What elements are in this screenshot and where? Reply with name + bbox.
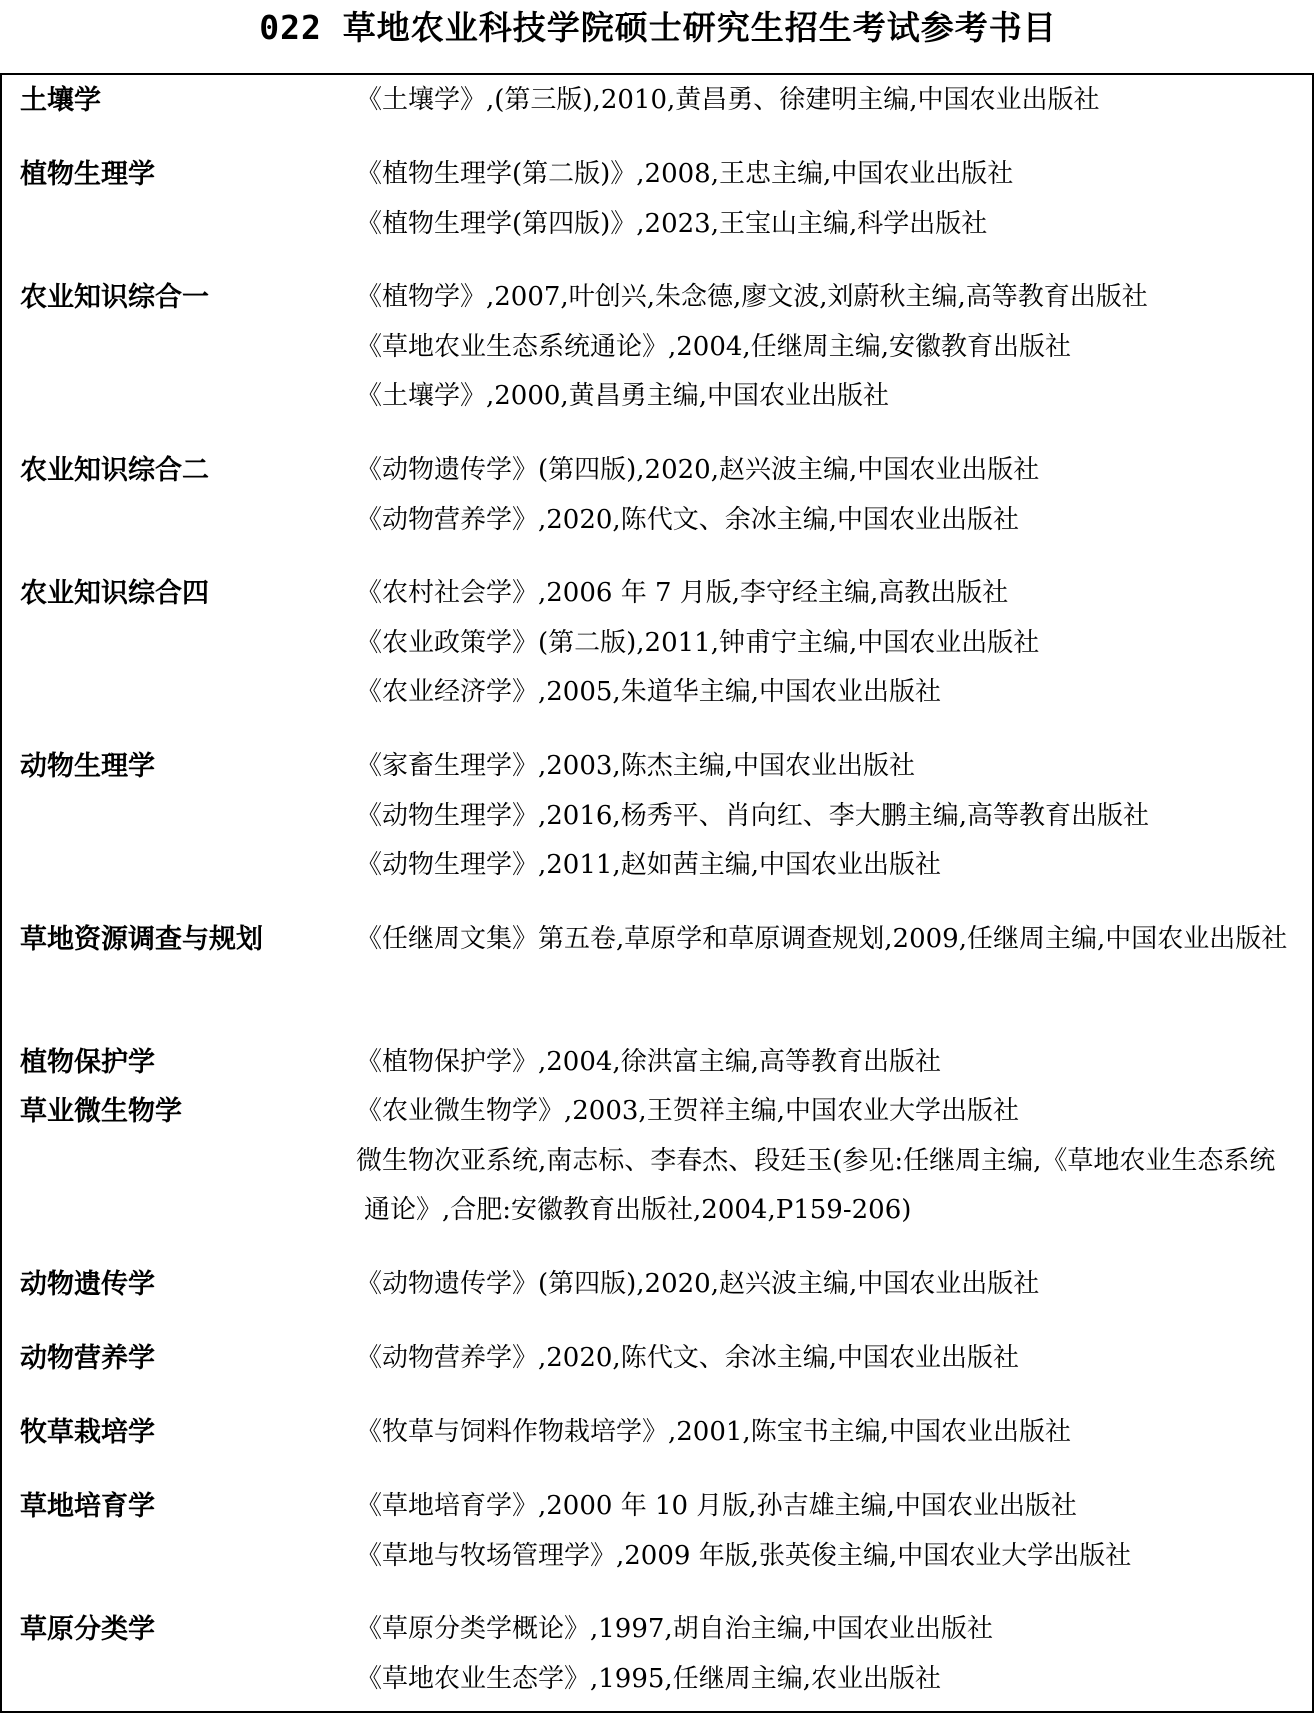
reference-list bbox=[356, 569, 1296, 718]
reference-list bbox=[356, 1605, 1296, 1704]
reference-entry: 《动物生理学》,2011,赵如茜主编,中国农业出版社 bbox=[356, 850, 941, 880]
reference-entry: 《草地与牧场管理学》,2009 年版,张英俊主编,中国农业大学出版社 bbox=[356, 1540, 1132, 1571]
reference-entry: 《农业经济学》,2005,朱道华主编,中国农业出版社 bbox=[356, 677, 941, 707]
reference-entry: 《土壤学》,2000,黄昌勇主编,中国农业出版社 bbox=[356, 381, 889, 411]
subject-name: 牧草栽培学 bbox=[20, 1417, 155, 1448]
reference-entry: 《植物生理学(第四版)》,2023,王宝山主编,科学出版社 bbox=[356, 208, 988, 239]
reference-list bbox=[356, 1038, 1296, 1088]
reference-list bbox=[356, 76, 1296, 126]
subject-name: 植物生理学 bbox=[20, 159, 155, 190]
reference-entry: 《家畜生理学》,2003,陈杰主编,中国农业出版社 bbox=[356, 751, 915, 781]
reference-entry: 《草地农业生态学》,1995,任继周主编,农业出版社 bbox=[356, 1663, 941, 1694]
reference-entry: 《牧草与饲料作物栽培学》,2001,陈宝书主编,中国农业出版社 bbox=[356, 1417, 1071, 1447]
reference-entry: 《动物营养学》,2020,陈代文、余冰主编,中国农业出版社 bbox=[356, 504, 1019, 535]
subject-name: 植物保护学 bbox=[20, 1047, 155, 1078]
subject-name: 土壤学 bbox=[20, 85, 101, 116]
reference-entry: 《农业政策学》(第二版),2011,钟甫宁主编,中国农业出版社 bbox=[356, 627, 1040, 658]
reference-entry: 《土壤学》,(第三版),2010,黄昌勇、徐建明主编,中国农业出版社 bbox=[356, 85, 1100, 115]
reference-list bbox=[356, 1408, 1296, 1458]
subject-name: 动物遗传学 bbox=[20, 1269, 155, 1300]
subject-name: 草业微生物学 bbox=[20, 1096, 182, 1127]
reference-list bbox=[356, 1334, 1296, 1384]
subject-name: 草地资源调查与规划 bbox=[20, 924, 263, 955]
subject-name: 农业知识综合四 bbox=[20, 578, 209, 609]
reference-entry: 《动物遗传学》(第四版),2020,赵兴波主编,中国农业出版社 bbox=[356, 455, 1040, 485]
reference-list bbox=[356, 273, 1296, 422]
reference-entry: 《动物生理学》,2016,杨秀平、肖向红、李大鹏主编,高等教育出版社 bbox=[356, 800, 1149, 831]
page-title: 022 草地农业科技学院硕士研究生招生考试参考书目 bbox=[259, 8, 1057, 47]
reference-list bbox=[356, 1087, 1296, 1236]
reference-entry: 《农村社会学》,2006 年 7 月版,李守经主编,高教出版社 bbox=[356, 578, 1009, 608]
reference-entry: 《植物保护学》,2004,徐洪富主编,高等教育出版社 bbox=[356, 1047, 941, 1077]
subject-name: 农业知识综合一 bbox=[20, 282, 209, 313]
reference-entry: 微生物次亚系统,南志标、李春杰、段廷玉(参见:任继周主编,《草地农业生态系统通论》,合肥:安徽教育出版社,2004,P159-206) bbox=[356, 1145, 1276, 1225]
reference-entry: 《草地农业生态系统通论》,2004,任继周主编,安徽教育出版社 bbox=[356, 331, 1071, 362]
reference-list bbox=[356, 915, 1296, 965]
reference-entry: 《草原分类学概论》,1997,胡自治主编,中国农业出版社 bbox=[356, 1614, 993, 1644]
reference-entry: 《动物遗传学》(第四版),2020,赵兴波主编,中国农业出版社 bbox=[356, 1269, 1040, 1299]
reference-entry: 《植物学》,2007,叶创兴,朱念德,廖文波,刘蔚秋主编,高等教育出版社 bbox=[356, 282, 1148, 312]
reference-entry: 《动物营养学》,2020,陈代文、余冰主编,中国农业出版社 bbox=[356, 1343, 1019, 1373]
reference-entry: 《任继周文集》第五卷,草原学和草原调查规划,2009,任继周主编,中国农业出版社 bbox=[356, 924, 1288, 954]
subject-name: 草原分类学 bbox=[20, 1614, 155, 1645]
subject-name: 动物营养学 bbox=[20, 1343, 155, 1374]
reference-entry: 《农业微生物学》,2003,王贺祥主编,中国农业大学出版社 bbox=[356, 1096, 1019, 1126]
reference-list bbox=[356, 742, 1296, 891]
subject-name: 动物生理学 bbox=[20, 751, 155, 782]
reference-list bbox=[356, 150, 1296, 249]
reference-list bbox=[356, 1260, 1296, 1310]
subject-name: 农业知识综合二 bbox=[20, 455, 209, 486]
reference-list bbox=[356, 1482, 1296, 1581]
reference-entry: 《植物生理学(第二版)》,2008,王忠主编,中国农业出版社 bbox=[356, 159, 1014, 189]
reference-entry: 《草地培育学》,2000 年 10 月版,孙吉雄主编,中国农业出版社 bbox=[356, 1491, 1077, 1521]
subject-name: 草地培育学 bbox=[20, 1491, 155, 1522]
reference-list bbox=[356, 446, 1296, 545]
